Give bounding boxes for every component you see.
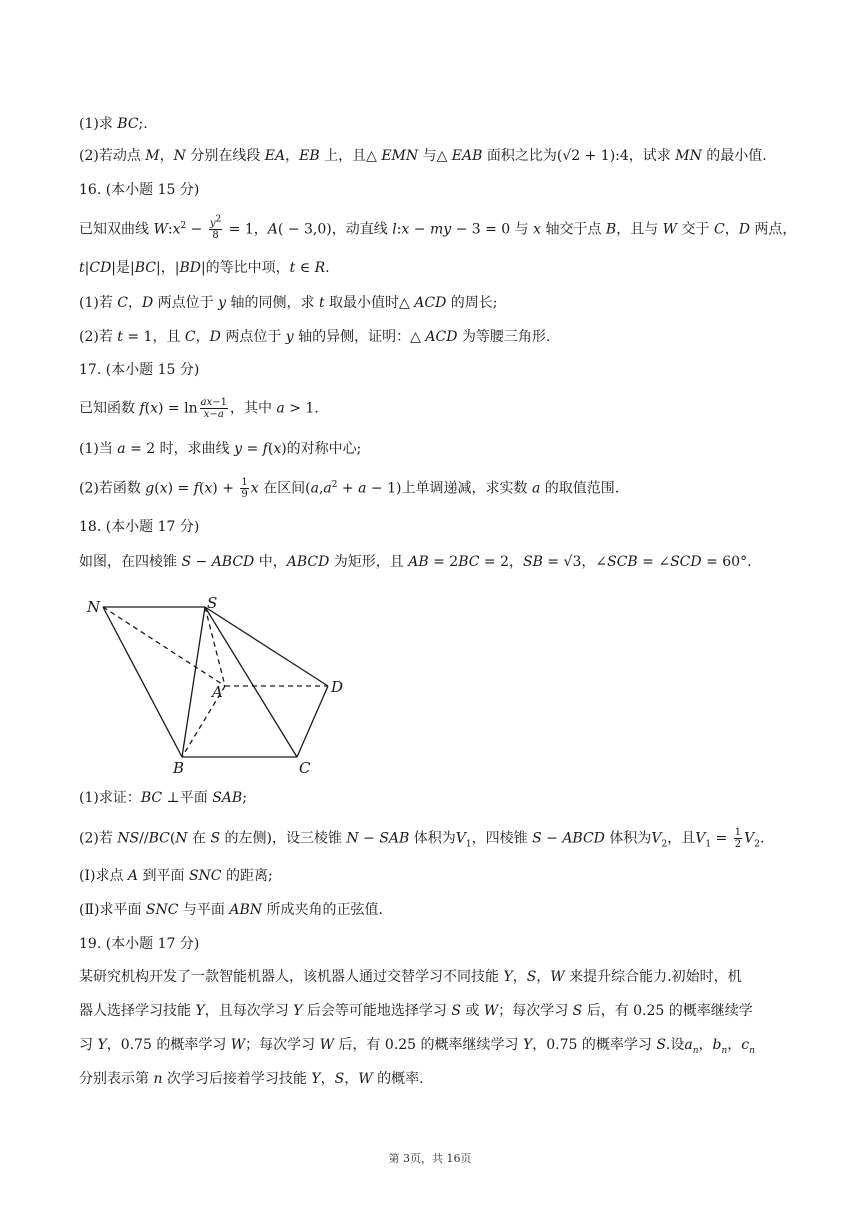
- vertex-label-D: D: [331, 678, 344, 696]
- p15-question-1: (1)求 BC;.: [79, 116, 148, 132]
- p19-line-1: 某研究机构开发了一款智能机器人，该机器人通过交替学习不同技能 Y，S，W 来提升综合能力.初始时，机: [79, 969, 742, 985]
- p19-line-4: 分别表示第 n 次学习后接着学习技能 Y，S，W 的概率.: [79, 1071, 424, 1087]
- p16-stem-a: 已知双曲线 $W:x^2$ − $\frac{y^2}{8}$ = 1，A( − 3,0)，动直线 l:x − my − 3 = 0 与 x 轴交于点 B，且与 W 交于 C，D 两点，: [79, 214, 797, 241]
- p16-question-1: (1)若 C，D 两点位于 y 轴的同侧，求 t 取最小值时△ ACD 的周长;: [79, 295, 498, 311]
- fraction: $\frac{1}{9}$: [241, 477, 248, 500]
- p17-stem: 已知函数 f(x) = ln $\frac{ax-1}{x-a}$ ，其中 a > 1.: [79, 397, 319, 420]
- p17-question-2: (2)若函数 g(x) = f(x) + $\frac{1}{9}$ x 在区间$(a,a^2 + a - 1)$上单调递减，求实数 a 的取值范围.: [79, 477, 620, 500]
- p19-heading: 19. (本小题 17 分): [79, 936, 200, 952]
- p18-question-2-ii: (Ⅱ)求平面 SNC 与平面 ABN 所成夹角的正弦值.: [79, 902, 383, 918]
- p19-line-3: 习 Y，0.75 的概率学习 W；每次学习 W 后，有 0.25 的概率继续学习 Y，0.75 的概率学习 S.设$a_n$，$b_n$，$c_n$: [79, 1037, 755, 1056]
- vertex-label-B: B: [173, 759, 185, 776]
- edge-SD: [205, 607, 328, 686]
- fraction: $\frac{y^2}{8}$: [209, 214, 222, 241]
- fraction: $\frac{ax-1}{x-a}$: [200, 397, 227, 420]
- p16-question-2: (2)若 t = 1，且 C，D 两点位于 y 轴的异侧，证明：△ ACD 为等腰三角形.: [79, 329, 551, 345]
- p16-stem-b: t|CD|是|BC|，|BD|的等比中项，t ∈ R.: [79, 260, 330, 276]
- p18-stem: 如图，在四棱锥 S − ABCD 中，ABCD 为矩形，且 AB = 2BC = 2，SB = √3，∠SCB = ∠SCD = 60°.: [79, 554, 752, 570]
- edge-NA: [103, 607, 225, 686]
- vertex-label-C: C: [299, 759, 311, 776]
- edge-SA: [205, 607, 225, 686]
- edge-SB: [182, 607, 205, 757]
- p18-heading: 18. (本小题 17 分): [79, 519, 200, 535]
- edge-CD: [297, 686, 328, 757]
- edge-NB: [103, 607, 182, 757]
- p15-question-2: (2)若动点 M，N 分别在线段 EA，EB 上，且△ EMN 与△ EAB 面积之比为(√2 + 1):4，试求 MN 的最小值.: [79, 148, 767, 164]
- page-footer: 第 3页，共 16页: [388, 1152, 472, 1165]
- p19-line-2: 器人选择学习技能 Y，且每次学习 Y 后会等可能地选择学习 S 或 W；每次学习 S 后，有 0.25 的概率继续学: [79, 1003, 753, 1019]
- vertex-label-S: S: [207, 596, 218, 612]
- p17-heading: 17. (本小题 15 分): [79, 362, 200, 378]
- p16-heading: 16. (本小题 15 分): [79, 182, 200, 198]
- pyramid-figure: [85, 596, 355, 776]
- vertex-label-A: A: [212, 683, 223, 701]
- p17-question-1: (1)当 a = 2 时，求曲线 y = f(x)的对称中心;: [79, 441, 362, 457]
- vertex-label-N: N: [87, 598, 101, 616]
- p18-question-2-i: (Ⅰ)求点 A 到平面 SNC 的距离;: [79, 868, 273, 884]
- fraction: $\frac{1}{2}$: [734, 827, 742, 850]
- p18-question-1: (1)求证：BC ⊥平面 SAB;: [79, 790, 247, 806]
- p18-question-2: (2)若 NS//BC(N 在 S 的左侧)，设三棱锥 N − SAB 体积为$V_1$，四棱锥 S − ABCD 体积为$V_2$，且$V_1$ = $\frac{1}{2}$ $V_2$.: [79, 827, 765, 850]
